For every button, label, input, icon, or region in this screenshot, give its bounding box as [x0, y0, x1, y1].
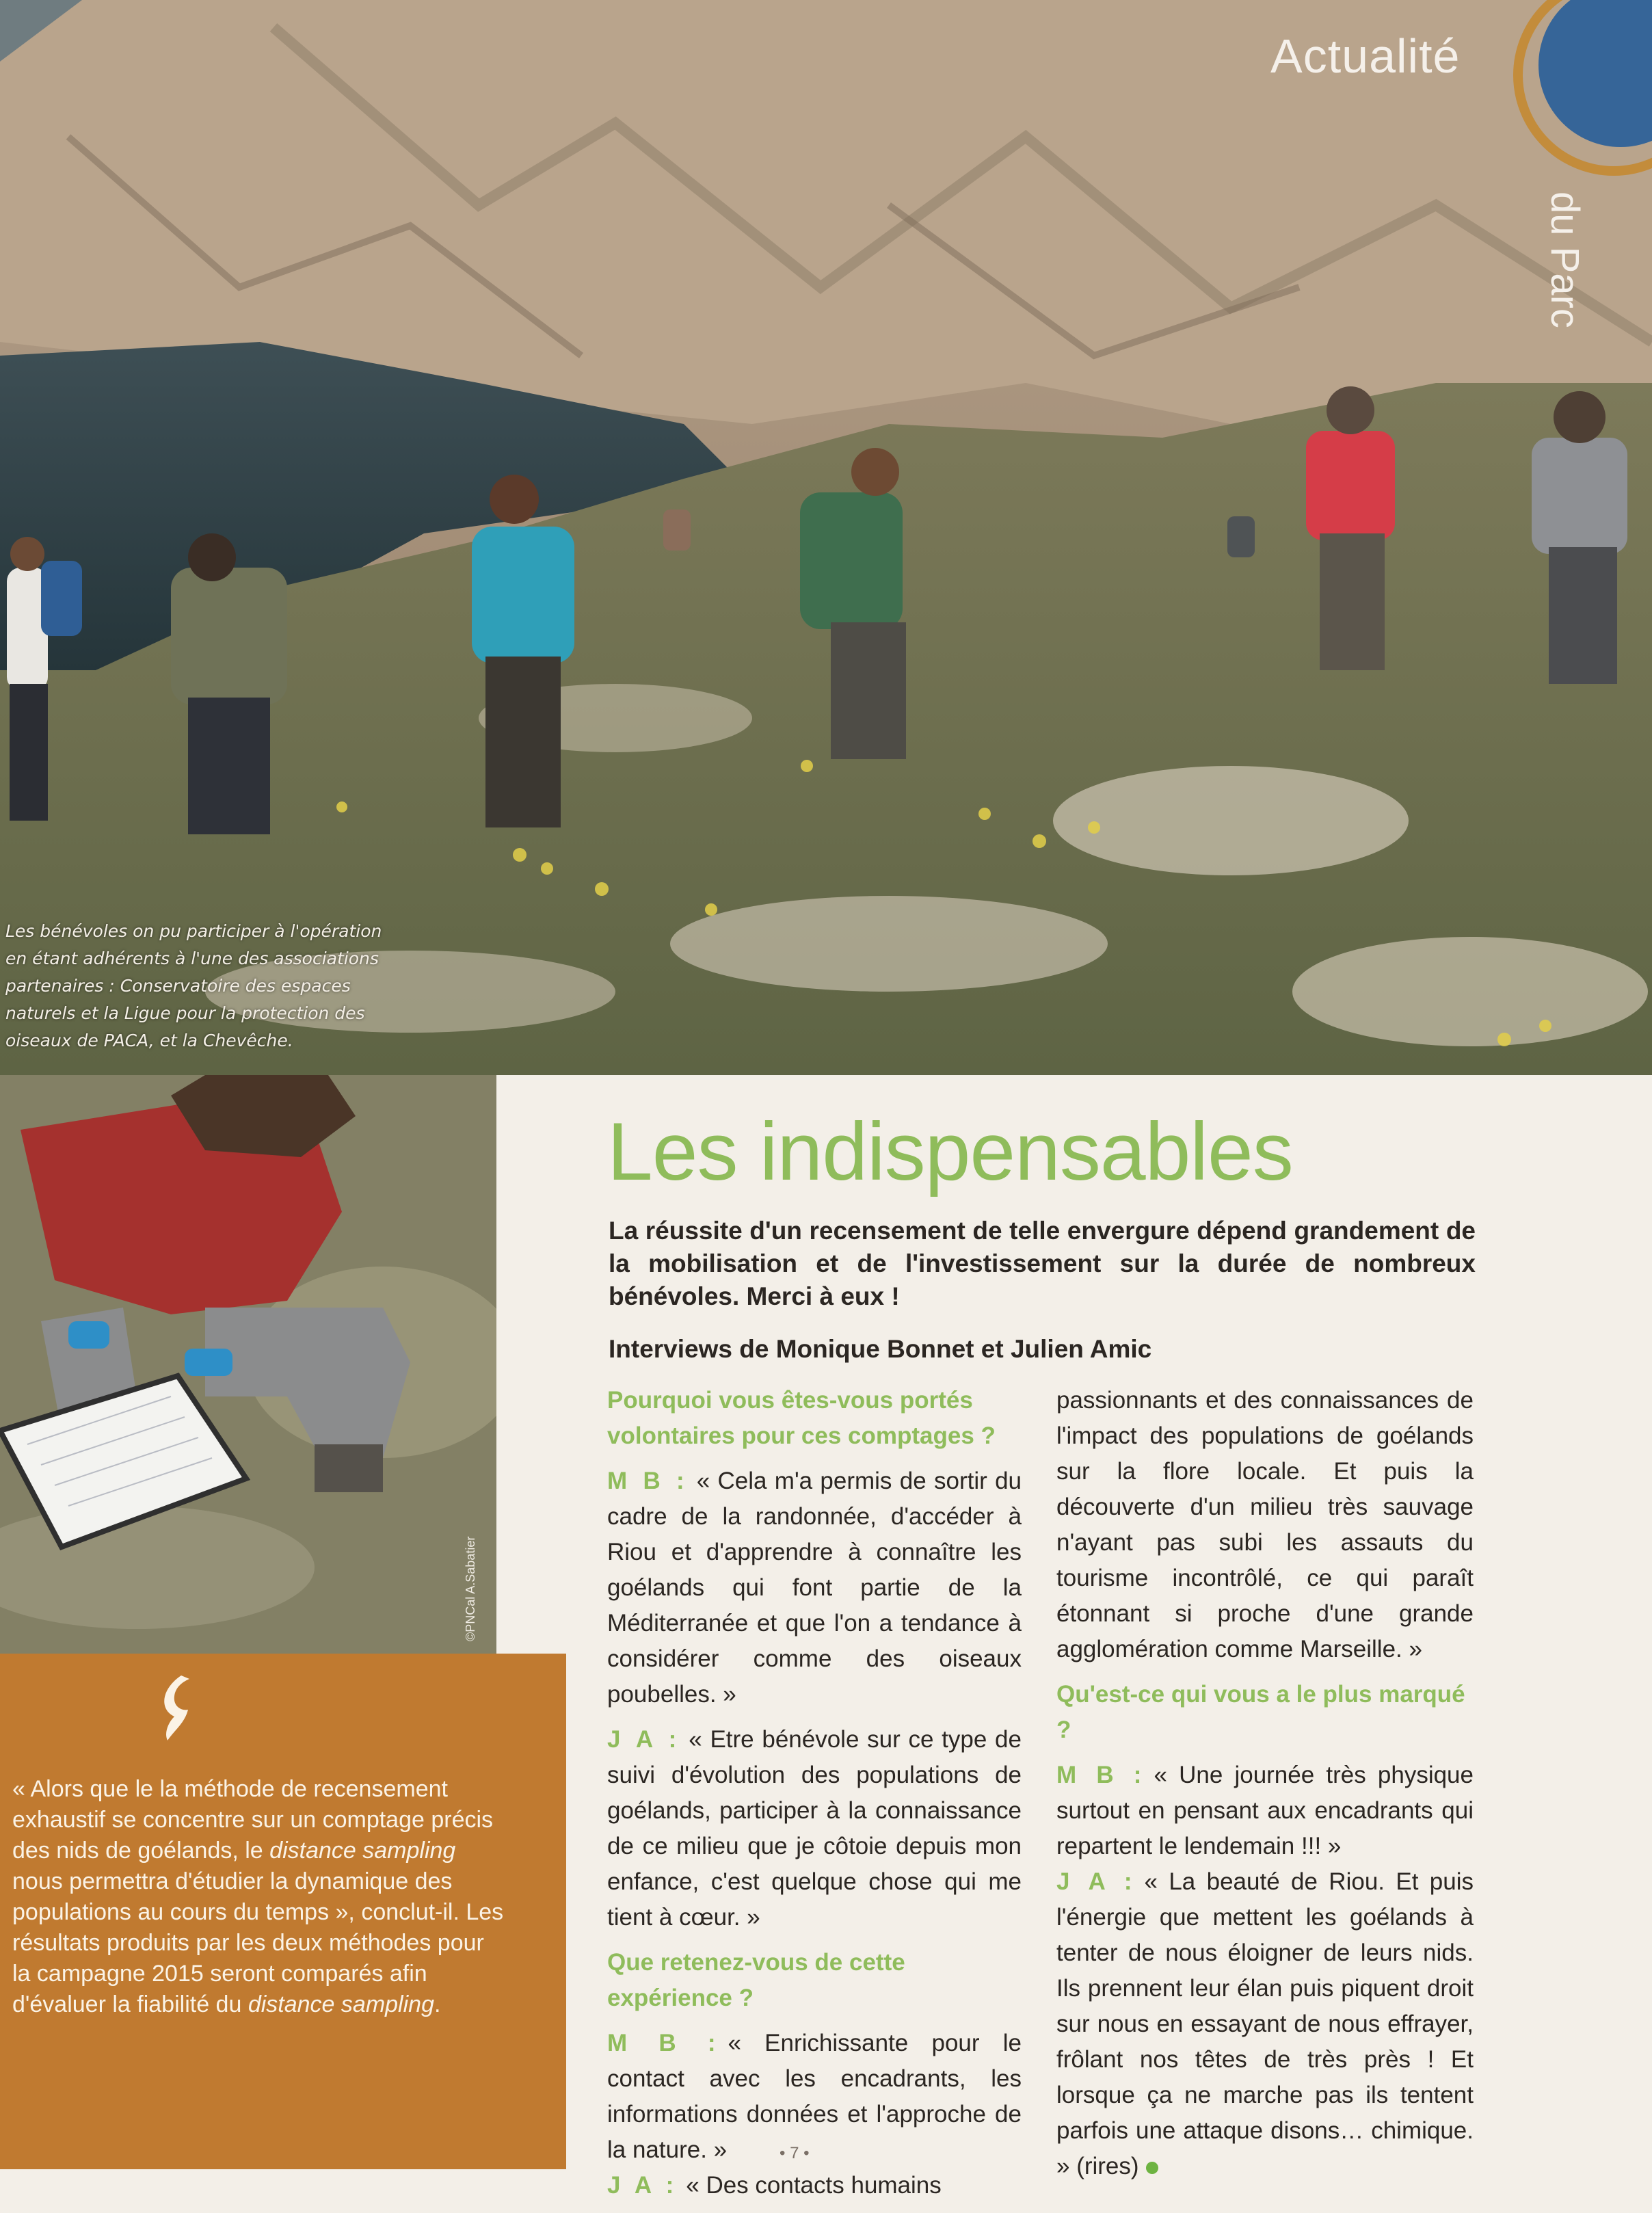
quote-icon — [154, 1669, 195, 1744]
answer-mb-2 — [607, 2026, 1022, 2168]
answer-text: « La beauté de Riou. Et puis l'énergie que mettent les goélands à tenter de nous éloigner de leurs nids. Ils prennent leur élan puis piquent droit sur nous en essayant de nous effrayer, frôlant nos têtes de très près ! Et lorsque ça ne marche pas ils tentent parfois une attaque disons… chimique. » (rires) — [1056, 1868, 1474, 2179]
hero-photo — [0, 0, 1652, 1075]
quote-text-part2: nous permettra d'étudier la dynamique des populations au cours du temps », conclut-il. Les résultats produits par les deux méthodes pour la campagne 2015 seront comparés afin d'évaluer la fiabilité du — [12, 1868, 504, 2017]
question-3: Qu'est-ce qui vous a le plus marqué ? — [1056, 1681, 1465, 1743]
answer-mb-1 — [607, 1463, 1022, 1712]
quote-text-part3: . — [434, 1991, 441, 2017]
quote-text-part1: « Alors que le la méthode de recensement exhaustif se concentre sur un comptage précis des nids de goélands, le — [12, 1776, 494, 1864]
hero-caption: Les bénévoles on pu participer à l'opération en étant adhérents à l'une des associations partenaires : Conservatoire des espaces naturels et la Ligue pour la protection des oiseaux de PACA, et la Chevêche. — [5, 921, 382, 1050]
answer-text: « Enrichissante pour le contact avec les encadrants, les informations données et l'approche de la nature. » — [607, 2030, 1022, 2163]
answer-text: « Des contacts humains — [686, 2172, 942, 2199]
speaker-ja: J A : — [607, 2172, 678, 2199]
answer-mb-3 — [1056, 1758, 1474, 1864]
section-sublabel: du Parc — [1543, 191, 1587, 328]
answer-ja-2 — [607, 2168, 1022, 2203]
speaker-mb: M B : — [607, 2030, 720, 2056]
answer-ja-1 — [607, 1722, 1022, 1935]
page-number: • 7 • — [780, 2144, 810, 2162]
answer-ja-2-continued: passionnants et des connaissances de l'impact des populations de goélands sur la flore locale. Et puis la découverte d'un milieu très sauvage n'ayant pas subi les assauts du tourisme incontrôlé, ce qui paraît étonnant si proche d'une grande agglomération comme Marseille. » — [1056, 1387, 1474, 1662]
answer-ja-3 — [1056, 1864, 1474, 2184]
answer-text: « Cela m'a permis de sortir du cadre de la randonnée, d'accéder à Riou et d'apprendre à connaître les goélands qui font partie de la Méditerranée et que l'on a tendance à considérer comme des oiseaux poubelles. » — [607, 1468, 1022, 1708]
question-2: Que retenez-vous de cette expérience ? — [607, 1949, 905, 2011]
end-of-article-dot-icon — [1146, 2162, 1158, 2174]
photo-credit: ©PNCal A.Sabatier — [464, 1536, 477, 1641]
volunteer-photo-illustration — [0, 1075, 496, 1654]
answer-text: « Etre bénévole sur ce type de suivi d'évolution des populations de goélands, participer à la connaissance de ce milieu que je côtoie depuis mon enfance, c'est quelque chose qui me tient à cœur. » — [607, 1726, 1022, 1931]
quote-em-1: distance sampling — [269, 1838, 456, 1864]
speaker-ja: J A : — [1056, 1868, 1136, 1895]
section-label: Actualité — [1270, 29, 1461, 83]
quote-text — [12, 1774, 505, 2020]
answer-text: « Une journée très physique surtout en pensant aux encadrants qui repartent le lendemain !!! » — [1056, 1762, 1474, 1859]
speaker-ja: J A : — [607, 1726, 681, 1753]
article-column-2 — [1056, 1383, 1474, 2194]
speaker-mb: M B : — [1056, 1762, 1146, 1788]
volunteer-photo — [0, 1075, 496, 1654]
article-title: Les indispensables — [607, 1106, 1293, 1197]
article-column-1 — [607, 1383, 1022, 2213]
question-1: Pourquoi vous êtes-vous portés volontaires pour ces comptages ? — [607, 1387, 996, 1449]
hero-photo-illustration — [0, 0, 1652, 1075]
interviews-byline: Interviews de Monique Bonnet et Julien Amic — [609, 1335, 1152, 1363]
quote-em-2: distance sampling — [248, 1991, 434, 2017]
speaker-mb: M B : — [607, 1468, 689, 1494]
article-lead: La réussite d'un recensement de telle envergure dépend grandement de la mobilisation et de l'investissement sur la durée de nombreux bénévoles. Merci à eux ! — [609, 1217, 1476, 1310]
